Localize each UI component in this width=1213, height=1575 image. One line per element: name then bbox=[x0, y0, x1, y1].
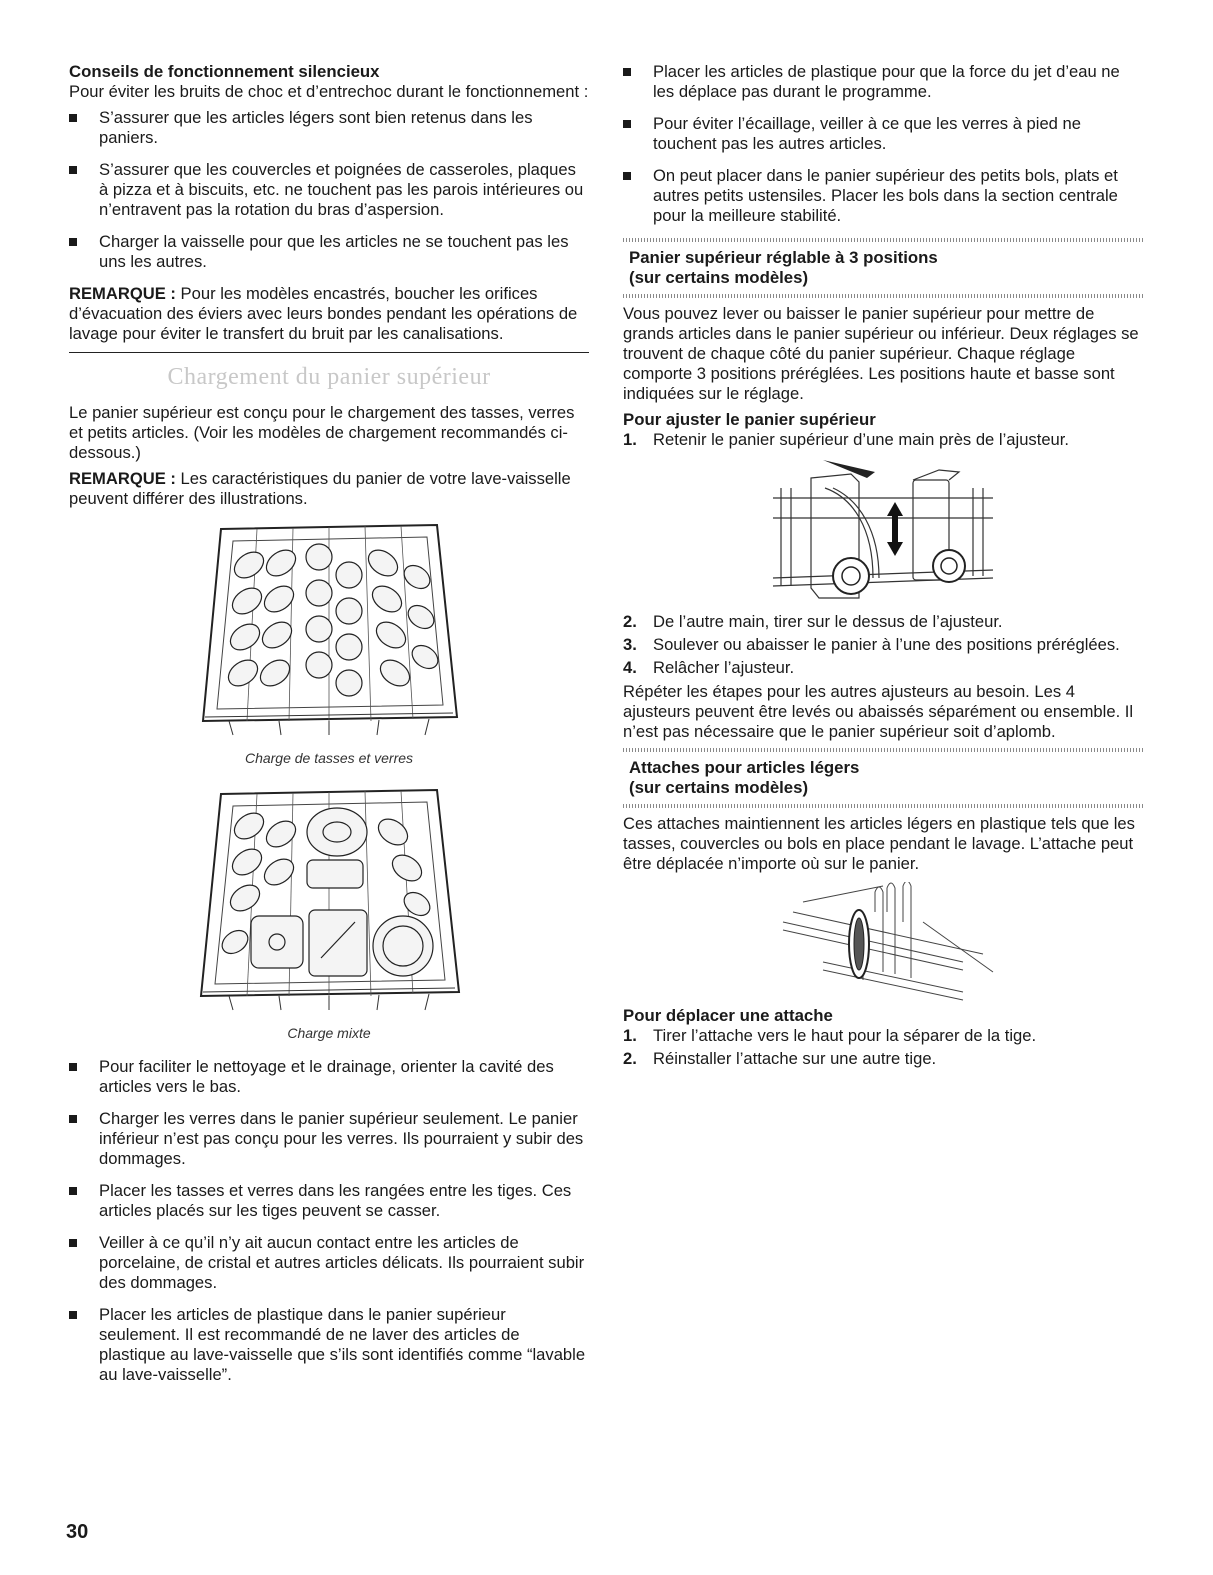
bullet-icon bbox=[69, 1239, 77, 1247]
adjust-heading: Pour ajuster le panier supérieur bbox=[623, 410, 876, 429]
section-title: Chargement du panier supérieur bbox=[167, 364, 491, 390]
note-paragraph: REMARQUE : Les caractéristiques du panier de votre lave-vaisselle peuvent différer des illustrations. bbox=[69, 469, 571, 508]
move-clip-steps bbox=[623, 1026, 1143, 1069]
bullet-icon bbox=[69, 114, 77, 122]
bullet-icon bbox=[69, 1063, 77, 1071]
plastic-tips-list bbox=[623, 62, 1143, 226]
quiet-tips-heading: Conseils de fonctionnement silencieux bbox=[69, 62, 380, 81]
list-item: Placer les articles de plastique pour que la force du jet d’eau ne les déplace pas durant le programme. bbox=[623, 62, 1143, 102]
bullet-icon bbox=[69, 1187, 77, 1195]
bullet-icon bbox=[69, 238, 77, 246]
list-item: Charger la vaisselle pour que les articles ne se touchent pas les uns les autres. bbox=[69, 232, 589, 272]
clips-intro: Ces attaches maintiennent les articles légers en plastique tels que les tasses, couvercles ou bols en place pendant le lavage. L’attache peut être déplacée n’importe où sur le panier. bbox=[623, 814, 1135, 873]
clip-figure bbox=[623, 882, 1143, 1002]
dotted-divider bbox=[623, 238, 1143, 242]
clip-illustration bbox=[763, 882, 1003, 1002]
dotted-divider bbox=[623, 804, 1143, 808]
mixed-rack-illustration bbox=[197, 782, 462, 1017]
left-column bbox=[69, 62, 589, 1397]
section-divider bbox=[69, 352, 589, 353]
bullet-icon bbox=[623, 172, 631, 180]
dotted-divider bbox=[623, 294, 1143, 298]
move-clip-heading: Pour déplacer une attache bbox=[623, 1006, 833, 1025]
list-item: 2. Réinstaller l’attache sur une autre tige. bbox=[623, 1049, 937, 1068]
right-column bbox=[623, 62, 1143, 1073]
dotted-divider bbox=[623, 748, 1143, 752]
list-item: S’assurer que les articles légers sont bien retenus dans les paniers. bbox=[69, 108, 589, 148]
adjust-after-text: Répéter les étapes pour les autres ajusteurs au besoin. Les 4 ajusteurs peuvent être levés ou abaissés séparément ou ensemble. Il n’est pas nécessaire que le panier supérieur soit d’aplomb. bbox=[623, 682, 1134, 741]
list-item: 3. Soulever ou abaisser le panier à l’une des positions préréglées. bbox=[623, 635, 1120, 654]
figure-caption: Charge mixte bbox=[287, 1025, 371, 1041]
adjust-steps-rest bbox=[623, 612, 1143, 678]
bullet-icon bbox=[69, 166, 77, 174]
rack-intro: Vous pouvez lever ou baisser le panier supérieur pour mettre de grands articles dans le panier supérieur ou inférieur. Deux réglages se trouvent de chaque côté du panier supérieur. Chaque réglage comporte 3 positions préréglées. Les positions haute et basse sont indiquées sur le réglage. bbox=[623, 304, 1139, 403]
clips-heading: Attaches pour articles légers bbox=[629, 758, 860, 777]
list-item: Pour faciliter le nettoyage et le drainage, orienter la cavité des articles vers le bas. bbox=[69, 1057, 589, 1097]
list-item: 2. De l’autre main, tirer sur le dessus de l’ajusteur. bbox=[623, 612, 1003, 631]
list-item: 4. Relâcher l’ajusteur. bbox=[623, 658, 795, 677]
quiet-tips-intro: Pour éviter les bruits de choc et d’entrechoc durant le fonctionnement : bbox=[69, 82, 589, 101]
list-item: On peut placer dans le panier supérieur des petits bols, plats et autres petits ustensiles. Placer les bols dans la section centrale pour la meilleure stabilité. bbox=[623, 166, 1143, 226]
clips-heading-sub: (sur certains modèles) bbox=[629, 778, 809, 797]
quiet-tips-list bbox=[69, 108, 589, 272]
rack-heading-sub: (sur certains modèles) bbox=[629, 268, 809, 287]
list-item: 1. Retenir le panier supérieur d’une main près de l’ajusteur. bbox=[623, 430, 1070, 449]
bullet-icon bbox=[69, 1115, 77, 1123]
adjuster-figure bbox=[623, 458, 1143, 608]
adjust-steps-first bbox=[623, 430, 1143, 450]
bullet-icon bbox=[623, 120, 631, 128]
cups-glasses-figure bbox=[69, 517, 589, 742]
list-item: 1. Tirer l’attache vers le haut pour la séparer de la tige. bbox=[623, 1026, 1037, 1045]
adjuster-illustration bbox=[763, 458, 1003, 608]
rack-heading: Panier supérieur réglable à 3 positions bbox=[629, 248, 938, 267]
cups-rack-illustration bbox=[199, 517, 459, 742]
bullet-icon bbox=[623, 68, 631, 76]
list-item: Placer les articles de plastique dans le panier supérieur seulement. Il est recommandé de ne laver des articles de plastique au lave-vaisselle que s’ils sont identifiés comme “lavable au lave-vaisselle”. bbox=[69, 1305, 589, 1385]
note-paragraph: REMARQUE : Pour les modèles encastrés, boucher les orifices d’évacuation des éviers avec leurs bondes pendant les opérations de lavage pour éviter le transfert du bruit par les canalisations. bbox=[69, 284, 578, 343]
page-number: 30 bbox=[66, 1521, 89, 1543]
list-item: Pour éviter l’écaillage, veiller à ce que les verres à pied ne touchent pas les autres articles. bbox=[623, 114, 1143, 154]
list-item: Placer les tasses et verres dans les rangées entre les tiges. Ces articles placés sur les tiges peuvent se casser. bbox=[69, 1181, 589, 1221]
figure-caption: Charge de tasses et verres bbox=[244, 750, 414, 766]
list-item: Veiller à ce qu’il n’y ait aucun contact entre les articles de porcelaine, de cristal et autres articles délicats. Ils pourraient subir des dommages. bbox=[69, 1233, 589, 1293]
section-intro: Le panier supérieur est conçu pour le chargement des tasses, verres et petits articles. (Voir les modèles de chargement recommandés ci-dessous.) bbox=[69, 403, 575, 462]
list-item: S’assurer que les couvercles et poignées de casseroles, plaques à pizza et à biscuits, etc. ne touchent pas les parois intérieures ou n’entravent pas la rotation du bras d’aspersion. bbox=[69, 160, 589, 220]
bullet-icon bbox=[69, 1311, 77, 1319]
mixed-load-figure bbox=[69, 782, 589, 1017]
loading-tips-list bbox=[69, 1057, 589, 1385]
list-item: Charger les verres dans le panier supérieur seulement. Le panier inférieur n’est pas conçu pour les verres. Ils pourraient y subir des dommages. bbox=[69, 1109, 589, 1169]
